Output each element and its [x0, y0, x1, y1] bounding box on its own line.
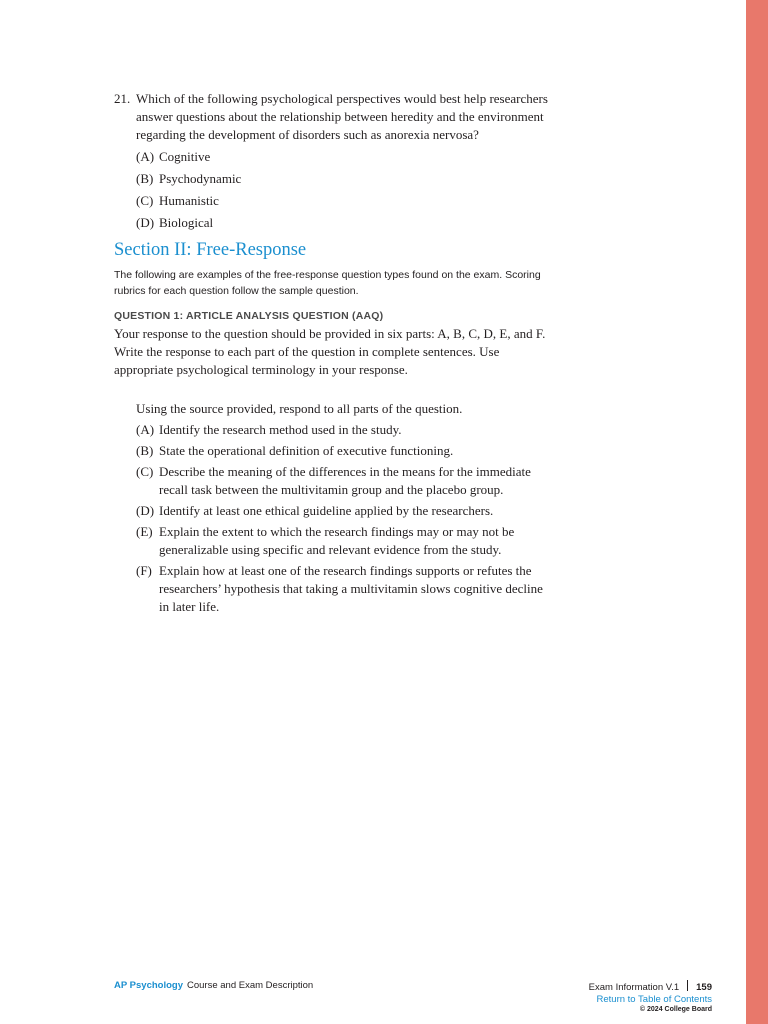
part-text: State the operational definition of executive functioning. [159, 443, 454, 458]
parts-lead: Using the source provided, respond to all parts of the question. [136, 401, 463, 416]
question-number: 21. [114, 91, 131, 106]
footer-version: V.1 [665, 982, 680, 993]
part-text: Describe the meaning of the differences in the means for the immediate recall task between the multivitamin group and the placebo group. [159, 464, 531, 497]
part-letter: (A) [136, 422, 155, 437]
parts-list [136, 421, 556, 616]
answer-choices [136, 148, 554, 232]
choice-letter: (B) [136, 171, 154, 186]
footer-doc-title: Course and Exam Description [187, 980, 314, 991]
part-text: Identify the research method used in the study. [159, 422, 402, 437]
footer-section-label: Exam Information [588, 982, 664, 993]
choice-letter: (C) [136, 193, 154, 208]
part-item [136, 562, 556, 616]
footer-divider [687, 980, 688, 991]
side-color-bar [746, 0, 768, 1024]
part-item [136, 421, 556, 439]
footer-document-title [114, 980, 313, 991]
section-intro: The following are examples of the free-response question types found on the exam. Scoring rubrics for each question follow the sample question. [114, 269, 541, 297]
copyright: © 2024 College Board [639, 1006, 712, 1013]
choice-text: Psychodynamic [159, 171, 242, 186]
footer-brand: AP Psychology [114, 980, 183, 991]
footer-section-row [589, 980, 712, 993]
choice-letter: (D) [136, 215, 155, 230]
question-stem: Which of the following psychological perspectives would best help researchers answer questions about the relationship between heredity and the environment regarding the development of disorders such as anorexia nervosa? [136, 91, 548, 142]
choice-text: Biological [159, 215, 214, 230]
footer-page-info [589, 980, 712, 1013]
part-letter: (E) [136, 524, 153, 539]
answer-choice [136, 148, 554, 166]
return-to-toc-link[interactable]: Return to Table of Contents [596, 994, 712, 1005]
page-number: 159 [696, 982, 712, 993]
question-1-parts [136, 400, 556, 619]
part-text: Identify at least one ethical guideline applied by the researchers. [159, 503, 494, 518]
part-item [136, 463, 556, 499]
question-1-instructions: Your response to the question should be provided in six parts: A, B, C, D, E, and F. Write the response to each part of the question in complete sentences. Use appropriate psychological terminology in your response. [114, 326, 546, 377]
question-1-heading: QUESTION 1: ARTICLE ANALYSIS QUESTION (AAQ) [114, 310, 384, 322]
part-letter: (F) [136, 563, 152, 578]
answer-choice [136, 170, 554, 188]
question-21 [114, 90, 554, 236]
part-text: Explain how at least one of the research findings supports or refutes the researchers’ hypothesis that taking a multivitamin slows cognitive decline in later life. [159, 563, 543, 614]
choice-letter: (A) [136, 149, 155, 164]
answer-choice [136, 192, 554, 210]
choice-text: Cognitive [159, 149, 211, 164]
answer-choice [136, 214, 554, 232]
part-item [136, 502, 556, 520]
part-letter: (C) [136, 464, 154, 479]
part-item [136, 442, 556, 460]
part-item [136, 523, 556, 559]
choice-text: Humanistic [159, 193, 219, 208]
part-letter: (B) [136, 443, 154, 458]
part-text: Explain the extent to which the research findings may or may not be generalizable using specific and relevant evidence from the study. [159, 524, 515, 557]
section-title: Section II: Free-Response [114, 240, 307, 260]
part-letter: (D) [136, 503, 155, 518]
